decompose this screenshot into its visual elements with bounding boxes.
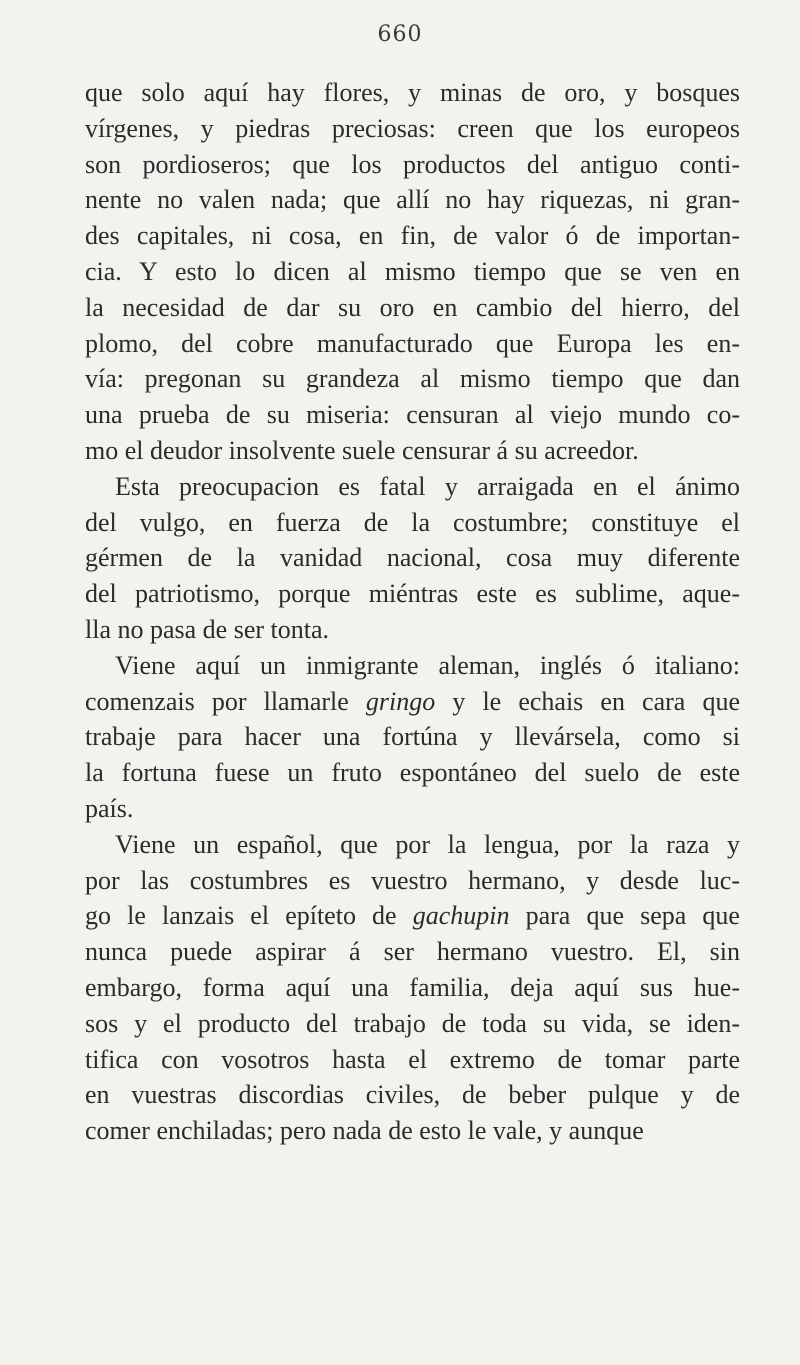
text-line: plomo, del cobre manufacturado que Europa les en- (85, 328, 740, 358)
paragraph (85, 827, 740, 1149)
page-number: 660 (377, 22, 423, 47)
paragraph (85, 75, 740, 469)
text-line: Viene un español, que por la lengua, por la raza y (115, 829, 740, 859)
text-line: vírgenes, y piedras preciosas: creen que los europeos (85, 113, 740, 143)
text-line: gérmen de la vanidad nacional, cosa muy diferente (85, 543, 740, 573)
text-line: son pordioseros; que los productos del antiguo conti- (85, 149, 740, 179)
paragraph (85, 648, 740, 827)
text-line: por las costumbres es vuestro hermano, y desde luc- (85, 865, 740, 895)
text-line: nente no valen nada; que allí no hay riquezas, ni gran- (85, 185, 740, 215)
text-line: tifica con vosotros hasta el extremo de tomar parte (85, 1044, 740, 1074)
text-line: del vulgo, en fuerza de la costumbre; constituye el (85, 507, 740, 537)
text-line: en vuestras discordias civiles, de beber pulque y de (85, 1080, 740, 1110)
text-line: sos y el producto del trabajo de toda su vida, se iden- (85, 1008, 740, 1038)
text-line: trabaje para hacer una fortúna y llevársela, como si (85, 722, 740, 752)
text-line: del patriotismo, porque miéntras este es sublime, aque- (85, 579, 740, 609)
text-line: vía: pregonan su grandeza al mismo tiempo que dan (85, 364, 740, 394)
text-line: embargo, forma aquí una familia, deja aquí sus hue- (85, 972, 740, 1002)
italic-term: gringo (365, 686, 436, 716)
text-line: mo el deudor insolvente suele censurar á su acreedor. (85, 435, 639, 465)
text-line: comenzais por llamarle gringo y le echais en cara que (85, 686, 740, 716)
text-line: des capitales, ni cosa, en fin, de valor ó de importan- (85, 221, 740, 251)
text-line: una prueba de su miseria: censuran al viejo mundo co- (85, 400, 740, 430)
text-line: cia. Y esto lo dicen al mismo tiempo que se ven en (85, 256, 740, 286)
text-line: nunca puede aspirar á ser hermano vuestro. El, sin (85, 937, 740, 967)
text-line: Viene aquí un inmigrante aleman, inglés ó italiano: (115, 650, 740, 680)
text-line: país. (85, 793, 134, 823)
text-line: comer enchiladas; pero nada de esto le vale, y aunque (85, 1116, 644, 1146)
text-line: la necesidad de dar su oro en cambio del hierro, del (85, 292, 740, 322)
text-line: lla no pasa de ser tonta. (85, 614, 330, 644)
body-text (85, 75, 740, 1149)
text-line: la fortuna fuese un fruto espontáneo del suelo de este (85, 758, 740, 788)
paragraph (85, 469, 740, 648)
text-line: go le lanzais el epíteto de gachupin para que sepa que (85, 901, 740, 931)
italic-term: gachupin (412, 901, 510, 931)
text-line: que solo aquí hay flores, y minas de oro, y bosques (85, 78, 740, 107)
text-line: Esta preocupacion es fatal y arraigada en el ánimo (115, 471, 740, 501)
